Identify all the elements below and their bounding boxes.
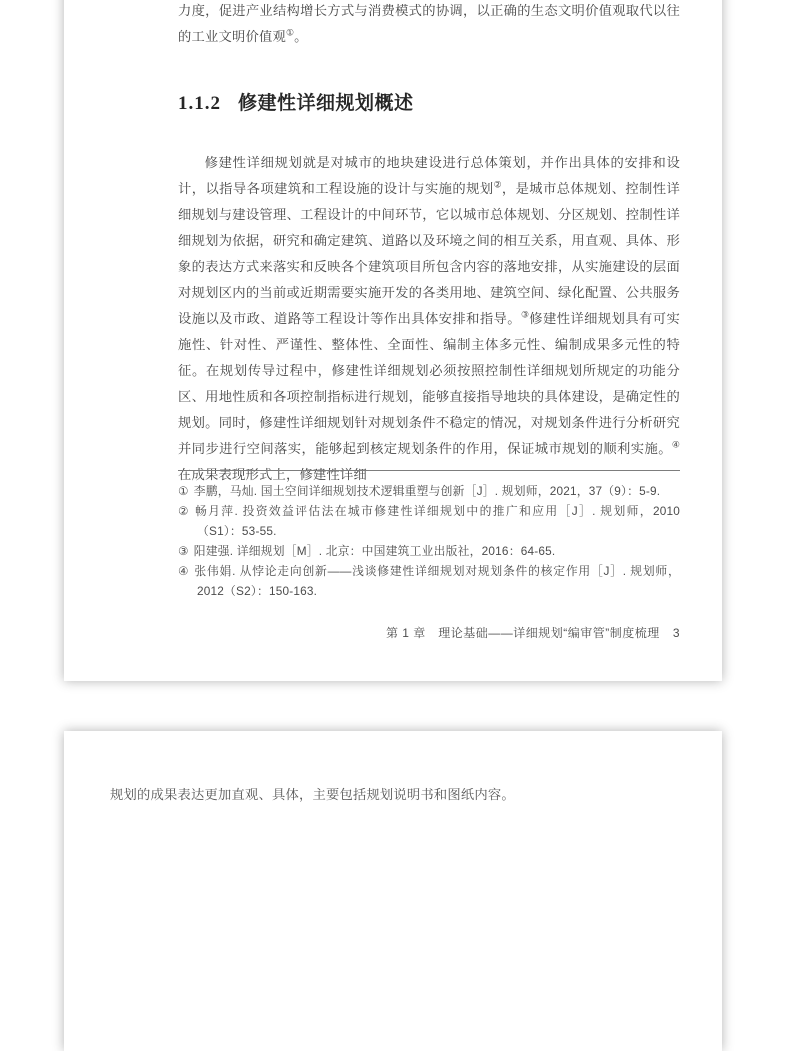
footnote-item	[178, 541, 680, 561]
footnote-item	[178, 561, 680, 601]
footnote-marker: ③	[178, 544, 189, 558]
footnote-reference-superscript: ③	[521, 309, 530, 320]
text-run: 修建性详细规划具有可实施性、针对性、严谨性、整体性、全面性、编制主体多元性、编制成果多元性的特征。在规划传导过程中，修建性详细规划必须按照控制性详细规划所规定的功能分区、用地性质和各项控制指标进行规划，能够直接指导地块的具体建设，是确定性的规划。同时，修建性详细规划针对规划条件不稳定的情况，对规划条件进行分析研究并同步进行空间落实，能够起到核定规划条件的作用，保证城市规划的顺利实施。	[178, 311, 680, 456]
footnote-marker: ①	[178, 484, 189, 498]
footnote-reference-superscript: ①	[285, 27, 295, 38]
footnote-text: 畅月萍. 投资效益评估法在城市修建性详细规划中的推广和应用［J］. 规划师，2010（S1）：53-55.	[194, 504, 681, 538]
footnote-list	[178, 481, 680, 601]
document-page-1	[64, 0, 722, 681]
page-footer	[178, 624, 680, 641]
body-paragraph	[178, 150, 680, 488]
text-run: 在成果表现形式上，修建性详细	[178, 467, 367, 482]
section-heading	[178, 88, 680, 115]
document-page-2	[64, 731, 722, 1051]
section-title: 修建性详细规划概述	[238, 93, 414, 114]
footnote-text: 阳建强. 详细规划［M］. 北京：中国建筑工业出版社，2016：64-65.	[193, 544, 556, 558]
paragraph-continuation	[178, 0, 680, 50]
footnote-separator	[178, 470, 680, 471]
text-run: 力度，促进产业结构增长方式与消费模式的协调，以正确的生态文明价值观取代以往的工业文明价值观	[178, 3, 680, 44]
running-title: 第 1 章 理论基础——详细规划“编审管”制度梳理	[385, 626, 660, 640]
text-run: ，是城市总体规划、控制性详细规划与建设管理、工程设计的中间环节，它以城市总体规划、分区规划、控制性详细规划为依据，研究和确定建筑、道路以及环境之间的相互关系，用直观、具体、形象的表达方式来落实和反映各个建筑项目所包含内容的落地安排，从实施建设的层面对规划区内的当前或近期需要实施开发的各类用地、建筑空间、绿化配置、公共服务设施以及市政、道路等工程设计等作出具体安排和指导。	[178, 181, 680, 326]
section-number: 1.1.2	[178, 93, 221, 114]
footnote-text: 张伟娟. 从悖论走向创新——浅谈修建性详细规划对规划条件的核定作用［J］. 规划师，2012（S2）：150-163.	[194, 564, 680, 598]
next-page-clipped-paragraph: 规划的成果表达更加直观、具体，主要包括规划说明书和图纸内容。	[110, 787, 515, 802]
footnote-text: 李鹏，马灿. 国土空间详细规划技术逻辑重塑与创新［J］. 规划师，2021，37（9）：5-9.	[193, 484, 661, 498]
footnote-item	[178, 501, 680, 541]
text-run: 。	[294, 29, 308, 44]
footnote-item	[178, 481, 680, 501]
footnote-marker: ②	[178, 504, 190, 518]
text-run: 修建性详细规划就是对城市的地块建设进行总体策划，并作出具体的安排和设计，以指导各项建筑和工程设施的设计与实施的规划	[178, 155, 680, 196]
footnote-reference-superscript: ④	[671, 439, 680, 450]
footnote-marker: ④	[178, 564, 190, 578]
page-number: 3	[672, 626, 680, 640]
footnote-reference-superscript: ②	[493, 179, 502, 190]
